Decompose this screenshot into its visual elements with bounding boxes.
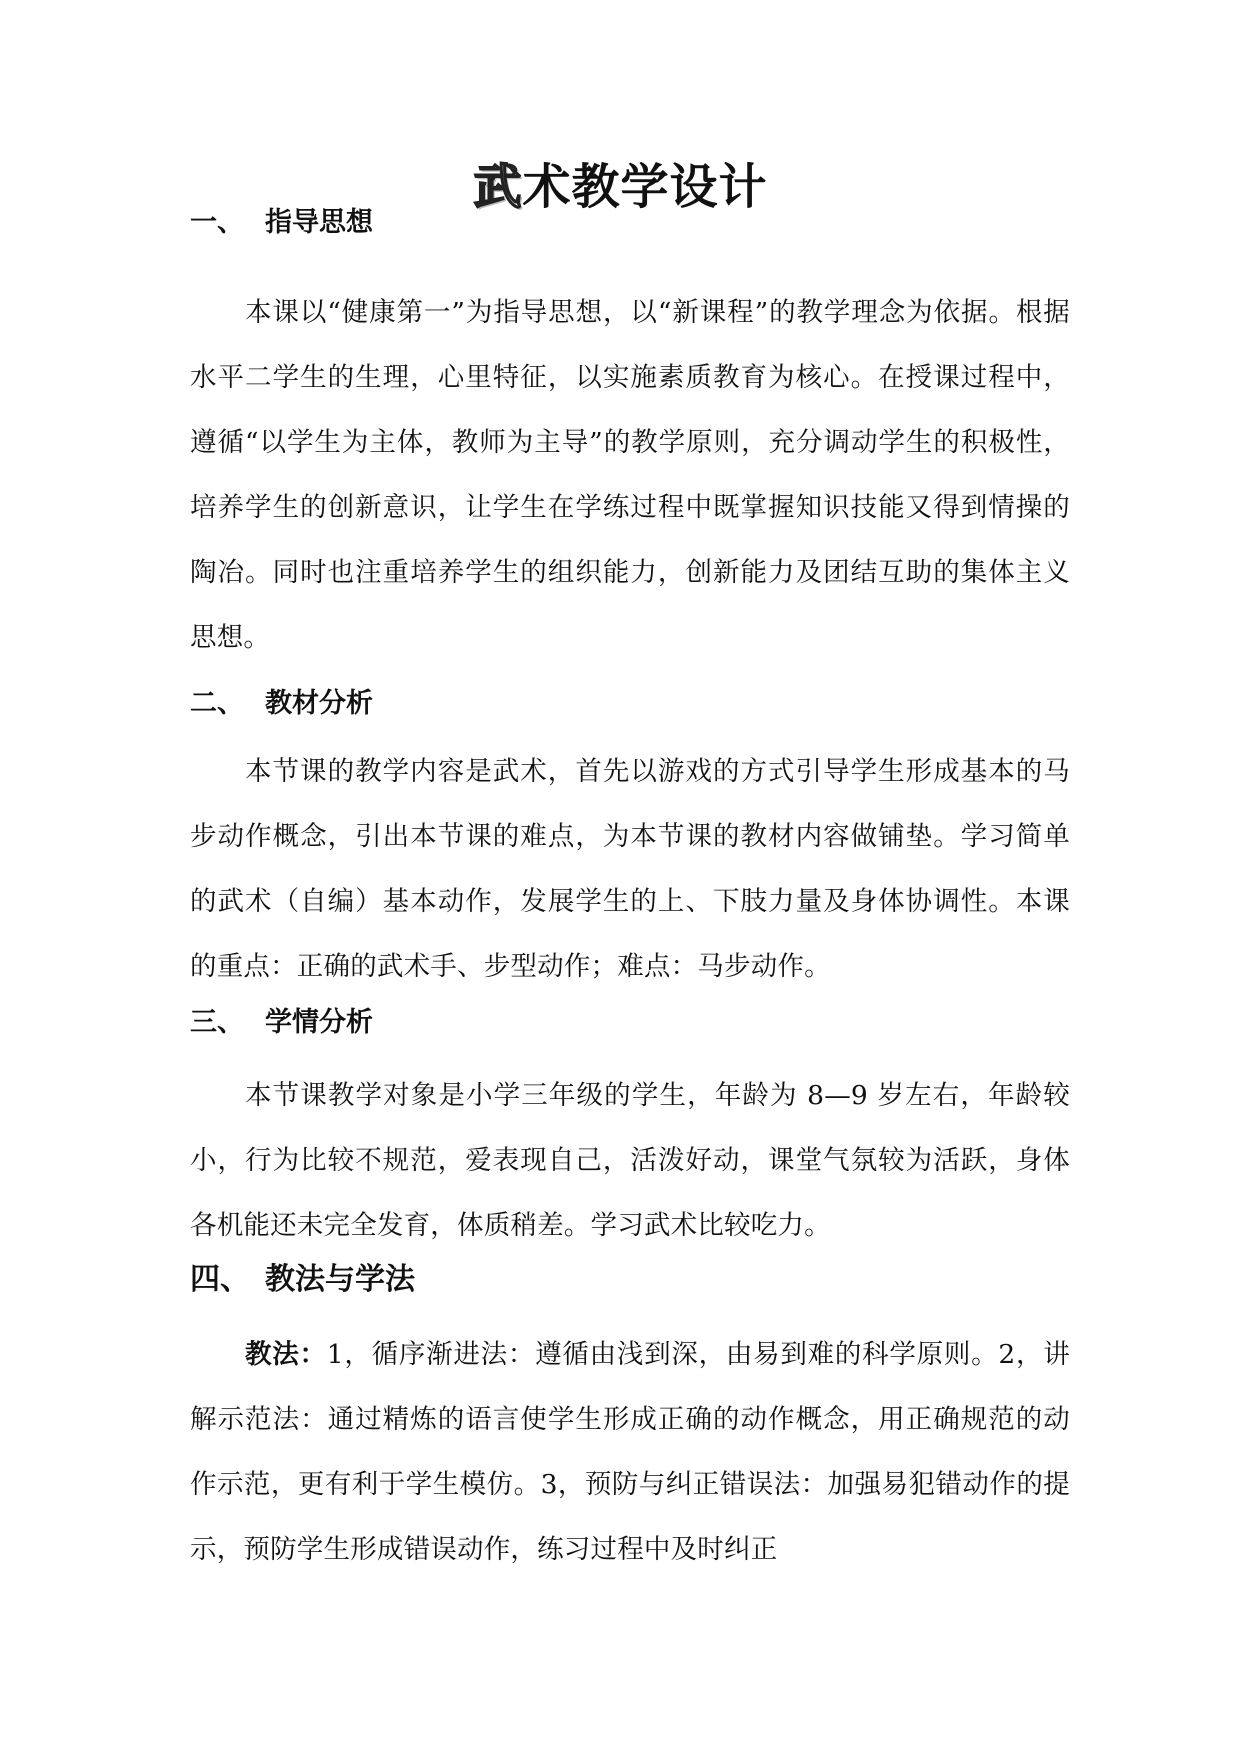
section-title-3: 学情分析 — [265, 1007, 373, 1038]
teaching-method-label: 教法： — [245, 1339, 327, 1370]
section-heading-3 — [190, 1003, 373, 1043]
section-body-4 — [190, 1322, 1070, 1582]
section-body-1: 本课以“健康第一”为指导思想，以“新课程”的教学理念为依据。根据水平二学生的生理，心里特征，以实施素质教育为核心。在授课过程中，遵循“以学生为主体，教师为主导”的教学原则，充分调动学生的积极性，培养学生的创新意识，让学生在学练过程中既掌握知识技能又得到情操的陶冶。同时也注重培养学生的组织能力，创新能力及团结互助的集体主义思想。 — [190, 297, 1070, 653]
section-title-2: 教材分析 — [265, 688, 373, 719]
title-first-char: 武 — [473, 159, 523, 215]
title-rest: 术教学设计 — [522, 159, 768, 215]
section-title-1: 指导思想 — [265, 207, 373, 238]
section-number-3: 三、 — [190, 1007, 244, 1038]
section-body-3: 本节课教学对象是小学三年级的学生，年龄为 8—9 岁左右，年龄较小，行为比较不规范，爱表现自己，活泼好动，课堂气氛较为活跃，身体各机能还未完全发育，体质稍差。学习武术比较吃力。 — [190, 1080, 1070, 1241]
document-title — [0, 152, 1241, 222]
section-number-4: 四、 — [190, 1262, 250, 1297]
section-number-2: 二、 — [190, 688, 244, 719]
section-body-2: 本节课的教学内容是武术，首先以游戏的方式引导学生形成基本的马步动作概念，引出本节课的难点，为本节课的教材内容做铺垫。学习简单的武术（自编）基本动作，发展学生的上、下肢力量及身体协调性。本课的重点：正确的武术手、步型动作；难点：马步动作。 — [190, 756, 1070, 982]
section-heading-1 — [190, 203, 373, 243]
section-heading-2 — [190, 684, 373, 724]
section-heading-4 — [190, 1260, 415, 1300]
teaching-method-text: 1，循序渐进法：遵循由浅到深，由易到难的科学原则。2，讲解示范法：通过精炼的语言使学生形成正确的动作概念，用正确规范的动作示范，更有利于学生模仿。3，预防与纠正错误法：加强易犯错动作的提示，预防学生形成错误动作，练习过程中及时纠正 — [190, 1339, 1070, 1565]
section-title-4: 教法与学法 — [265, 1262, 415, 1297]
section-number-1: 一、 — [190, 207, 244, 238]
